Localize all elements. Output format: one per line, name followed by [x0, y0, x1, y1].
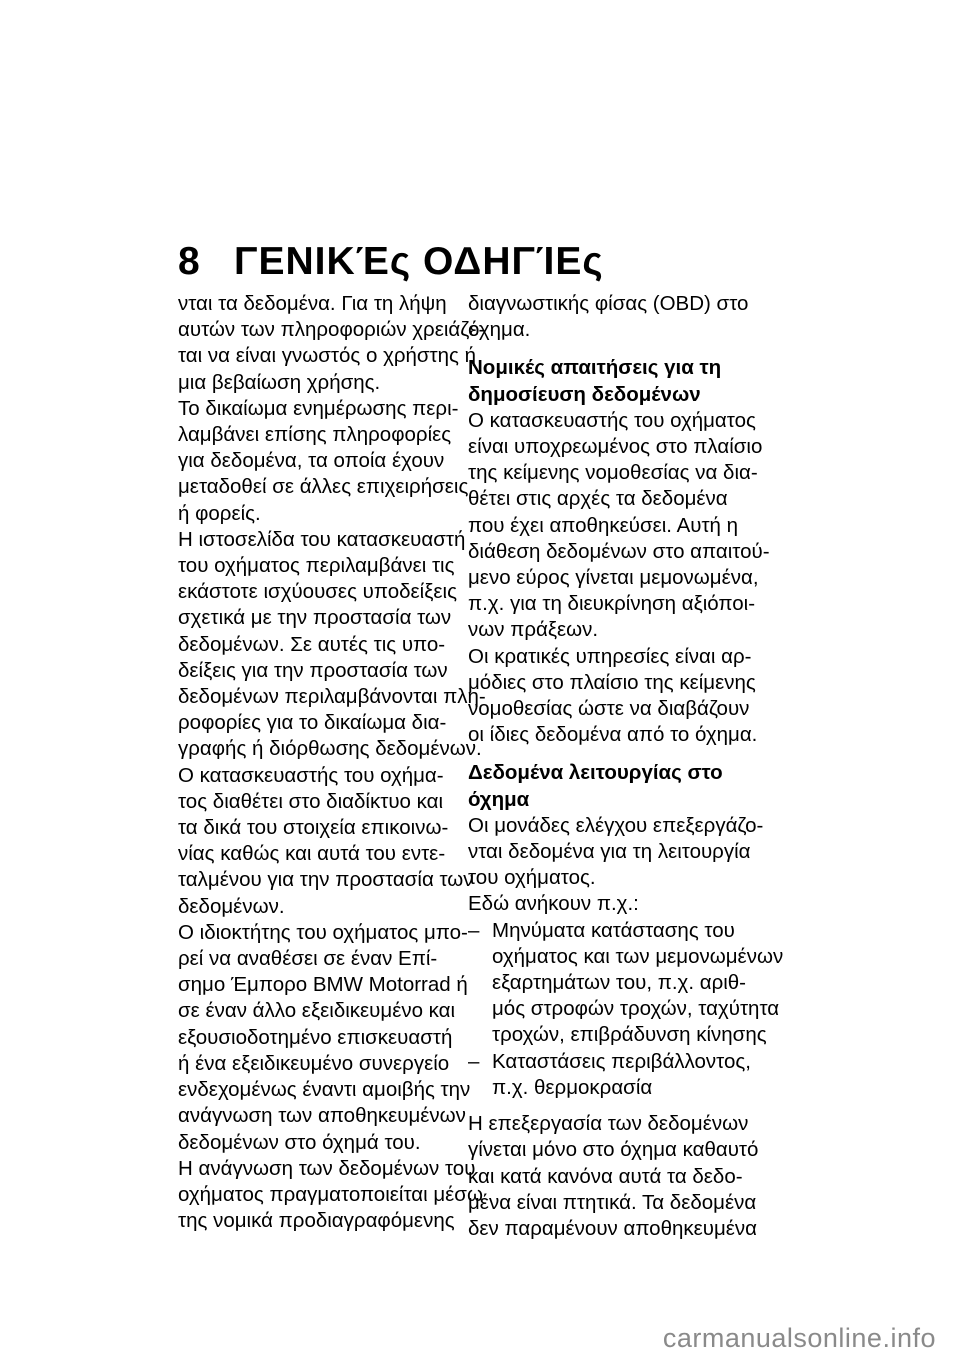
heading-line: δημοσίευση δεδομένων	[468, 382, 701, 406]
text-line: Η επεξεργασία των δεδομένων	[468, 1112, 749, 1136]
text-line: δεδομένων στο όχημά του.	[178, 1130, 421, 1154]
paragraph	[178, 1156, 483, 1235]
page-number: 8	[178, 240, 201, 283]
paragraph	[468, 891, 764, 917]
text-line: Ο ιδιοκτήτης του οχήματος μπο-	[178, 920, 468, 944]
text-line: νται τα δεδομένα. Για τη λήψη	[178, 292, 447, 315]
text-line: Η ιστοσελίδα του κατασκευαστή	[178, 527, 466, 551]
heading-line: Δεδομένα λειτουργίας στο	[468, 761, 723, 785]
text-line: ται να είναι γνωστός ο χρήστης ή	[178, 344, 477, 368]
text-line: τα δικά του στοιχεία επικοινω-	[178, 816, 449, 840]
text-line: Οι κρατικές υπηρεσίες είναι αρ-	[468, 644, 752, 668]
section-heading	[468, 760, 764, 812]
chapter-title: ΓΕΝΙΚΈς ΟΔΗΓΊΕς	[234, 240, 604, 283]
text-line: δεδομένων περιλαμβάνονται πλη-	[178, 685, 486, 709]
text-line: δεδομένων.	[178, 894, 285, 918]
page-header	[178, 238, 604, 286]
section-heading	[468, 355, 764, 407]
text-line: μενο εύρος γίνεται μεμονωμένα,	[468, 566, 759, 590]
text-line: οχήματος και των μεμονωμένων	[492, 944, 784, 968]
text-line: εξαρτημάτων του, π.χ. αριθ-	[492, 971, 747, 995]
text-line: ρεί να αναθέσει σε έναν Επί-	[178, 947, 438, 971]
text-line: εξουσιοδοτημένο επισκευαστή	[178, 1025, 453, 1049]
text-line: ή ένα εξειδικευμένο συνεργείο	[178, 1051, 450, 1075]
text-line: νομοθεσίας ώστε να διαβάζουν	[468, 697, 750, 721]
text-line: νων πράξεων.	[468, 618, 599, 642]
paragraph	[178, 920, 478, 1156]
text-line: – Καταστάσεις περιβάλλοντος,	[492, 1049, 751, 1073]
text-line: της κείμενης νομοθεσίας να δια-	[468, 461, 758, 485]
text-line: νίας καθώς και αυτά του εντε-	[178, 842, 446, 866]
text-line: του οχήματος περιλαμβάνει τις	[178, 554, 455, 578]
text-line: π.χ. για τη διευκρίνηση αξιόποι-	[468, 592, 756, 616]
text-line: διαγνωστικής φίσας (OBD) στο	[468, 292, 749, 315]
text-line: λαμβάνει επίσης πληροφορίες	[178, 423, 452, 447]
text-line: για δεδομένα, τα οποία έχουν	[178, 449, 445, 473]
text-line: μός στροφών τροχών, ταχύτητα	[492, 997, 780, 1021]
watermark: carmanualsonline.info	[662, 1323, 936, 1353]
text-line: δείξεις για την προστασία των	[178, 658, 448, 682]
text-line: π.χ. θερμοκρασία	[492, 1075, 653, 1099]
text-line: σημο Έμπορο BMW Motorrad ή	[178, 973, 468, 997]
text-line: εκάστοτε ισχύουσες υποδείξεις	[178, 580, 457, 604]
text-line: του οχήματος.	[468, 866, 596, 890]
text-line: αυτών των πληροφοριών χρειάζε-	[178, 318, 486, 342]
text-line: Οι μονάδες ελέγχου επεξεργάζο-	[468, 813, 764, 837]
text-line: που έχει αποθηκεύσει. Αυτή η	[468, 513, 739, 537]
paragraph	[468, 408, 770, 644]
text-line: οι ίδιες δεδομένα από το όχημα.	[468, 723, 758, 747]
paragraph	[178, 763, 478, 920]
paragraph	[178, 527, 486, 763]
text-line: θέτει στις αρχές τα δεδομένα	[468, 487, 728, 511]
text-line: οχήματος πραγματοποιείται μέσω	[178, 1182, 483, 1206]
text-line: σχετικά με την προστασία των	[178, 606, 452, 630]
paragraph	[178, 396, 478, 527]
paragraph	[178, 291, 486, 396]
text-line: νται δεδομένα για τη λειτουργία	[468, 840, 751, 864]
left-column	[178, 291, 486, 1234]
text-line: ενδεχομένως έναντι αμοιβής την	[178, 1078, 471, 1102]
text-line: είναι υποχρεωμένος στο πλαίσιο	[468, 435, 763, 459]
text-line: σε έναν άλλο εξειδικευμένο και	[178, 999, 456, 1023]
text-line: και κατά κανόνα αυτά τα δεδο-	[468, 1164, 743, 1188]
paragraph	[468, 1111, 764, 1242]
text-line: – Μηνύματα κατάστασης του	[492, 918, 735, 942]
text-line: γραφής ή διόρθωσης δεδομένων.	[178, 737, 482, 761]
list-item	[468, 1049, 764, 1101]
text-line: Ο κατασκευαστής του οχήματος	[468, 408, 756, 432]
text-line: μια βεβαίωση χρήσης.	[178, 370, 381, 394]
text-line: μόδιες στο πλαίσιο της κείμενης	[468, 670, 756, 694]
heading-line: όχημα	[468, 787, 530, 811]
text-line: μένα είναι πτητικά. Τα δεδομένα	[468, 1190, 757, 1214]
text-line: της νομικά προδιαγραφόμενης	[178, 1209, 455, 1233]
text-line: όχημα.	[468, 318, 531, 342]
text-line: ή φορείς.	[178, 501, 261, 525]
right-column	[468, 291, 784, 1242]
paragraph	[468, 813, 764, 892]
text-line: μεταδοθεί σε άλλες επιχειρήσεις	[178, 475, 469, 499]
text-line: ροφορίες για το δικαίωμα δια-	[178, 711, 447, 735]
text-line: Το δικαίωμα ενημέρωσης περι-	[178, 396, 459, 420]
text-line: Ο κατασκευαστής του οχήμα-	[178, 763, 444, 787]
text-line: γίνεται μόνο στο όχημα καθαυτό	[468, 1138, 759, 1162]
paragraph	[468, 291, 764, 343]
text-line: ανάγνωση των αποθηκευμένων	[178, 1104, 466, 1128]
paragraph	[468, 644, 764, 749]
text-line: τος διαθέτει στο διαδίκτυο και	[178, 789, 444, 813]
list-item	[468, 918, 784, 1049]
text-line: δεδομένων. Σε αυτές τις υπο-	[178, 632, 446, 656]
bullet-list	[468, 918, 784, 1101]
text-line: δεν παραμένουν αποθηκευμένα	[468, 1216, 758, 1240]
heading-line: Νομικές απαιτήσεις για τη	[468, 356, 722, 380]
text-line: Η ανάγνωση των δεδομένων του	[178, 1156, 476, 1180]
text-line: Εδώ ανήκουν π.χ.:	[468, 892, 639, 916]
text-line: διάθεση δεδομένων στο απαιτού-	[468, 539, 770, 563]
text-line: ταλμένου για την προστασία των	[178, 868, 474, 892]
text-line: τροχών, επιβράδυνση κίνησης	[492, 1023, 767, 1047]
